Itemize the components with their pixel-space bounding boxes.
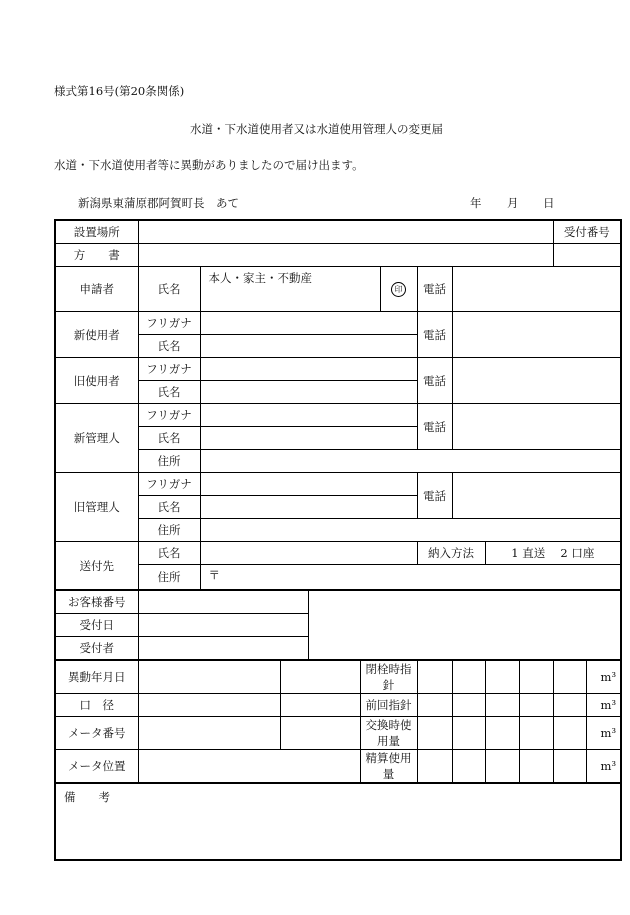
change-date-label: 異動年月日 <box>55 660 138 694</box>
new-manager-name-field[interactable] <box>200 427 417 450</box>
closing-reading-digit-4[interactable] <box>519 660 553 694</box>
settlement-usage-digit-3[interactable] <box>485 750 519 784</box>
previous-reading-digit-1[interactable] <box>417 694 452 717</box>
exchange-usage-label: 交換時使用量 <box>360 717 417 750</box>
customer-no-label: お客様番号 <box>55 590 138 614</box>
settlement-usage-digit-5[interactable] <box>553 750 586 784</box>
applicant-type-note: 本人・家主・不動産 <box>208 271 312 285</box>
old-user-name-label: 氏名 <box>138 381 200 404</box>
meter-location-label: メータ位置 <box>55 750 138 784</box>
previous-reading-digit-5[interactable] <box>553 694 586 717</box>
form-intro: 水道・下水道使用者等に異動がありましたので届け出ます。 <box>54 158 364 172</box>
old-user-label: 旧使用者 <box>55 358 138 404</box>
remarks-field[interactable] <box>55 783 621 860</box>
settlement-usage-unit: m³ <box>586 750 621 784</box>
exchange-usage-digit-2[interactable] <box>452 717 485 750</box>
send-to-address-label: 住所 <box>138 565 200 591</box>
new-manager-name-label: 氏名 <box>138 427 200 450</box>
bore-field-1[interactable] <box>138 694 280 717</box>
new-manager-furigana-label: フリガナ <box>138 404 200 427</box>
receipt-date-field[interactable] <box>138 614 308 637</box>
change-date-field-2[interactable] <box>280 660 360 694</box>
meter-location-field[interactable] <box>138 750 360 784</box>
previous-reading-digit-3[interactable] <box>485 694 519 717</box>
settlement-usage-digit-4[interactable] <box>519 750 553 784</box>
old-user-name-field[interactable] <box>200 381 417 404</box>
settlement-usage-label: 精算使用量 <box>360 750 417 784</box>
receiver-field[interactable] <box>138 637 308 661</box>
closing-reading-unit: m³ <box>586 660 621 694</box>
old-manager-furigana-field[interactable] <box>200 473 417 496</box>
date-year-label: 年 <box>470 196 482 210</box>
send-to-name-field[interactable] <box>200 542 417 565</box>
new-manager-address-label: 住所 <box>138 450 200 473</box>
location-field[interactable] <box>138 220 553 244</box>
new-user-furigana-field[interactable] <box>200 312 417 335</box>
old-user-furigana-label: フリガナ <box>138 358 200 381</box>
previous-reading-label: 前回指針 <box>360 694 417 717</box>
old-manager-address-label: 住所 <box>138 519 200 542</box>
previous-reading-digit-2[interactable] <box>452 694 485 717</box>
closing-reading-digit-3[interactable] <box>485 660 519 694</box>
direction-label: 方 書 <box>55 244 138 267</box>
send-to-name-label: 氏名 <box>138 542 200 565</box>
applicant-label: 申請者 <box>55 267 138 312</box>
old-user-furigana-field[interactable] <box>200 358 417 381</box>
applicant-phone-field[interactable] <box>452 267 621 312</box>
old-manager-label: 旧管理人 <box>55 473 138 542</box>
new-user-label: 新使用者 <box>55 312 138 358</box>
seal-mark-icon: 印 <box>391 282 406 297</box>
office-blank-area <box>308 590 621 660</box>
old-manager-phone-label: 電話 <box>417 473 452 519</box>
new-manager-label: 新管理人 <box>55 404 138 473</box>
exchange-usage-digit-3[interactable] <box>485 717 519 750</box>
remarks-label: 備 考 <box>64 790 110 804</box>
closing-reading-digit-2[interactable] <box>452 660 485 694</box>
receipt-no-label: 受付番号 <box>553 220 621 244</box>
form-number: 様式第16号(第20条関係) <box>54 84 185 98</box>
old-manager-furigana-label: フリガナ <box>138 473 200 496</box>
closing-reading-digit-5[interactable] <box>553 660 586 694</box>
applicant-name-label: 氏名 <box>138 267 200 312</box>
old-manager-name-field[interactable] <box>200 496 417 519</box>
meter-no-label: メータ番号 <box>55 717 138 750</box>
closing-reading-label: 閉栓時指針 <box>360 660 417 694</box>
seal-cell <box>380 267 417 312</box>
old-manager-address-field[interactable] <box>200 519 621 542</box>
meter-no-field-2[interactable] <box>280 717 360 750</box>
old-manager-name-label: 氏名 <box>138 496 200 519</box>
date-month-label: 月 <box>507 196 519 210</box>
settlement-usage-digit-1[interactable] <box>417 750 452 784</box>
old-manager-phone-field[interactable] <box>452 473 621 519</box>
previous-reading-digit-4[interactable] <box>519 694 553 717</box>
delivery-method-label: 納入方法 <box>417 542 485 565</box>
customer-no-field[interactable] <box>138 590 308 614</box>
new-user-phone-label: 電話 <box>417 312 452 358</box>
closing-reading-digit-1[interactable] <box>417 660 452 694</box>
old-user-phone-label: 電話 <box>417 358 452 404</box>
new-user-name-label: 氏名 <box>138 335 200 358</box>
receipt-date-label: 受付日 <box>55 614 138 637</box>
settlement-usage-digit-2[interactable] <box>452 750 485 784</box>
applicant-phone-label: 電話 <box>417 267 452 312</box>
change-notice-form <box>54 219 622 861</box>
exchange-usage-unit: m³ <box>586 717 621 750</box>
new-manager-address-field[interactable] <box>200 450 621 473</box>
exchange-usage-digit-1[interactable] <box>417 717 452 750</box>
new-user-phone-field[interactable] <box>452 312 621 358</box>
send-to-label: 送付先 <box>55 542 138 591</box>
postal-mark-icon: 〒 <box>208 568 220 582</box>
exchange-usage-digit-4[interactable] <box>519 717 553 750</box>
send-to-address-field[interactable] <box>200 565 621 591</box>
receiver-label: 受付者 <box>55 637 138 661</box>
location-label: 設置場所 <box>55 220 138 244</box>
previous-reading-unit: m³ <box>586 694 621 717</box>
delivery-method-options[interactable]: 1 直送 2 口座 <box>485 542 621 565</box>
meter-no-field-1[interactable] <box>138 717 280 750</box>
date-day-label: 日 <box>543 196 555 210</box>
exchange-usage-digit-5[interactable] <box>553 717 586 750</box>
addressee: 新潟県東蒲原郡阿賀町長 あて <box>78 196 239 210</box>
new-manager-phone-field[interactable] <box>452 404 621 450</box>
new-user-name-field[interactable] <box>200 335 417 358</box>
bore-label: 口 径 <box>55 694 138 717</box>
form-title: 水道・下水道使用者又は水道使用管理人の変更届 <box>190 122 443 136</box>
new-manager-furigana-field[interactable] <box>200 404 417 427</box>
old-user-phone-field[interactable] <box>452 358 621 404</box>
change-date-field-1[interactable] <box>138 660 280 694</box>
bore-field-2[interactable] <box>280 694 360 717</box>
new-user-furigana-label: フリガナ <box>138 312 200 335</box>
receipt-no-field[interactable] <box>553 244 621 267</box>
direction-field[interactable] <box>138 244 553 267</box>
new-manager-phone-label: 電話 <box>417 404 452 450</box>
applicant-name-field[interactable] <box>200 267 380 312</box>
